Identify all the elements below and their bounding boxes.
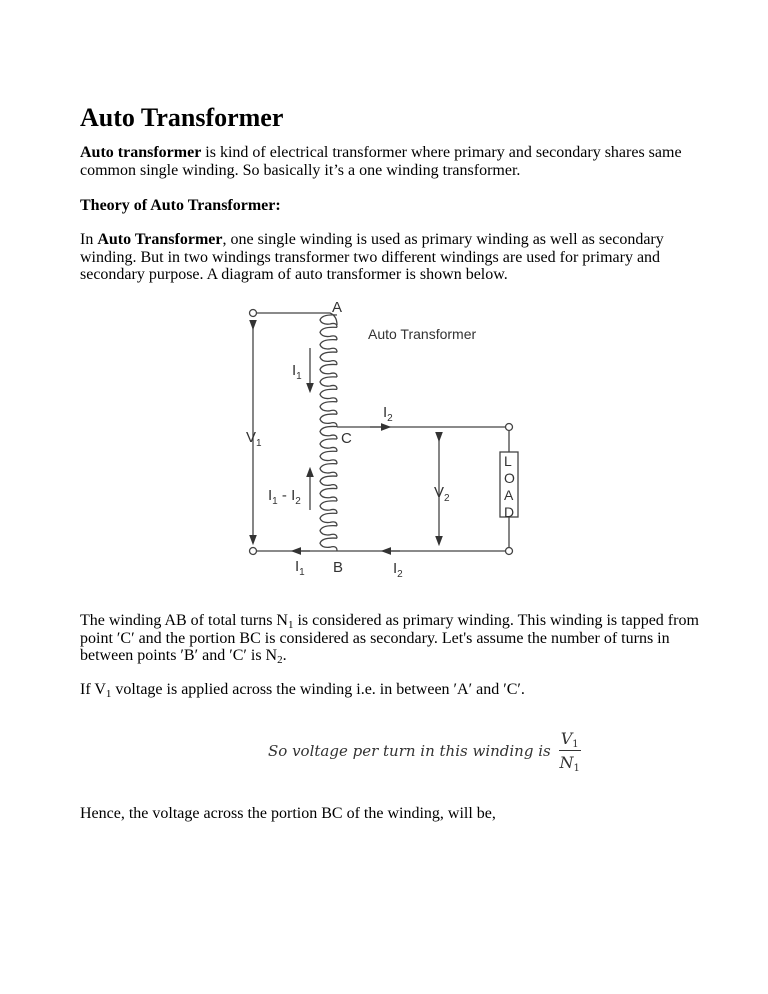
coil-loop [320, 327, 337, 340]
coil-loop [320, 352, 337, 365]
coil-loop [320, 488, 337, 501]
label-b: B [333, 559, 344, 576]
coil-winding [320, 315, 337, 551]
coil-loop [320, 501, 337, 514]
coil-loop [320, 451, 337, 464]
coil-loop [320, 439, 337, 452]
fraction: $\frac{V_1}{N_1}$ [559, 729, 580, 774]
page-title: Auto Transformer [80, 103, 284, 132]
label-i1-bottom: $I_1$ [295, 558, 305, 578]
intro-term: Auto transformer [80, 144, 202, 161]
theory-heading: Theory of Auto Transformer: [80, 197, 281, 214]
coil-loop [320, 464, 337, 477]
intro-text: is kind of electrical transformer where primary and secondary shares same common single winding. So basically it’s a one winding transformer. [80, 144, 682, 179]
coil-loop [320, 538, 337, 551]
label-i1-top: $I_1$ [292, 362, 302, 382]
coil-loop [320, 389, 337, 402]
label-i1-minus-i2: $I_1 - I_2$ [268, 487, 301, 507]
theory-pre: In [80, 231, 98, 248]
coil-loop [320, 526, 337, 539]
coil-loop [320, 476, 337, 489]
voltage-per-turn-formula [268, 729, 581, 772]
load-letter: A [504, 487, 514, 503]
theory-text: , one single winding is used as primary winding as well as secondary winding. But in two windings transformer two different windings are used for primary and secondary purpose. A diagram of auto transformer is shown below. [80, 231, 664, 283]
load-letter: O [504, 470, 515, 486]
conclusion-paragraph: Hence, the voltage across the portion BC of the winding, will be, [80, 805, 496, 822]
voltage-paragraph: If $V_1$ voltage is applied across the winding i.e. in between ′A′ and ′C′. [80, 681, 525, 700]
coil-loop [320, 414, 337, 427]
coil-loop [320, 364, 337, 377]
load-letter: D [504, 504, 515, 520]
terminal-a [250, 310, 257, 317]
label-c: C [341, 430, 352, 447]
label-v1: $V_1$ [246, 429, 262, 449]
coil-loop [320, 377, 337, 390]
coil-loop [320, 426, 337, 439]
coil-loop [320, 402, 337, 415]
label-i2-top: $I_2$ [383, 404, 393, 424]
load-letter: L [504, 453, 512, 469]
label-v2: $V_2$ [434, 484, 450, 504]
terminal-b [250, 548, 257, 555]
label-a: A [332, 299, 343, 316]
formula-text: So voltage per turn in this winding is [268, 741, 551, 760]
coil-loop [320, 513, 337, 526]
winding-paragraph: The winding AB of total turns $N_1$ is considered as primary winding. This winding is tapped from point ′C′ and the portion BC is considered as secondary. Let's assume the number of turns in between points ′B′ and ′C′ is $N_2$. [80, 612, 699, 666]
diagram-title: Auto Transformer [368, 326, 477, 342]
label-i2-bottom: $I_2$ [393, 560, 403, 580]
coil-loop [320, 340, 337, 353]
theory-term: Auto Transformer [97, 231, 223, 248]
